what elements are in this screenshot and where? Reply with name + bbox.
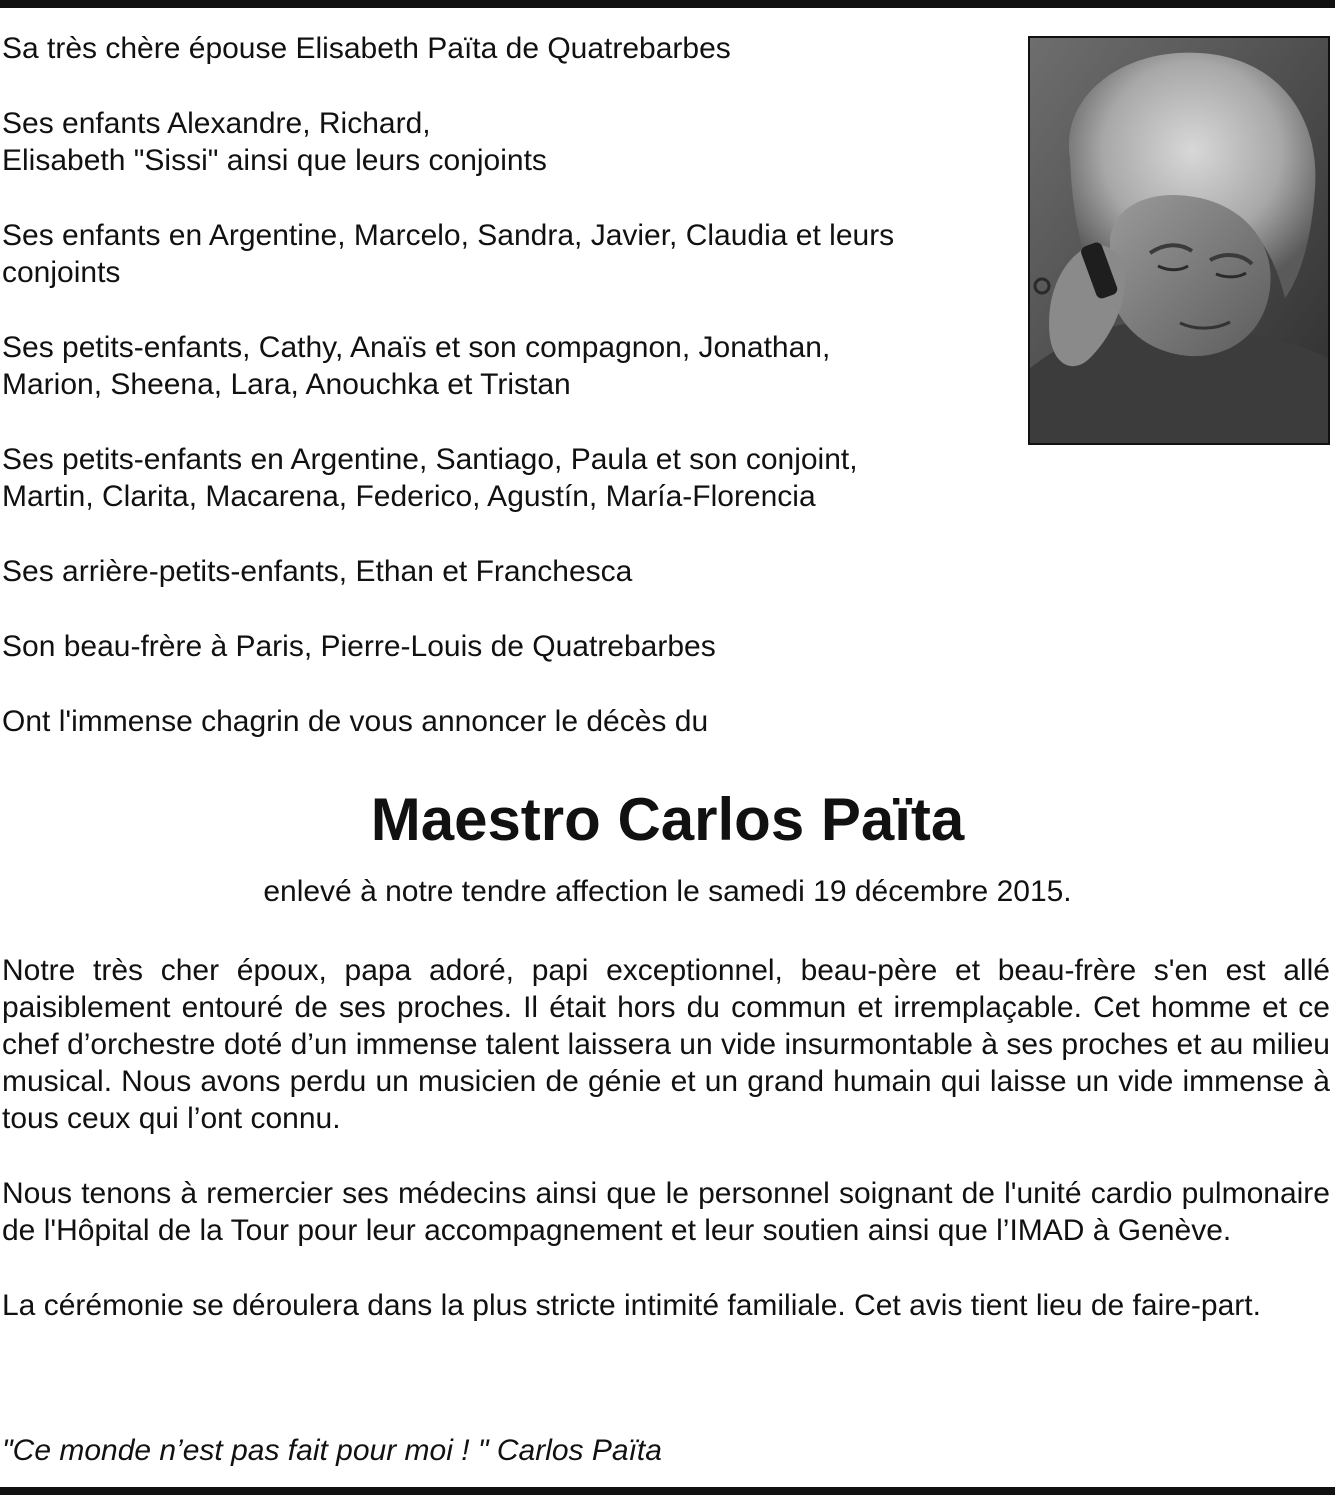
spouse-line: Sa très chère épouse Elisabeth Païta de Quatrebarbes — [2, 32, 731, 65]
children-line: Ses enfants Alexandre, Richard, Elisabeth "Sissi" ainsi que leurs conjoints — [2, 107, 547, 177]
announcement-line: Ont l'immense chagrin de vous annoncer le décès du — [2, 705, 709, 738]
children-argentina-line: Ses enfants en Argentine, Marcelo, Sandra, Javier, Claudia et leurs conjoints — [2, 219, 895, 289]
family-list — [2, 30, 992, 778]
bottom-rule — [0, 1487, 1335, 1495]
thanks-paragraph: Nous tenons à remercier ses médecins ainsi que le personnel soignant de l'unité cardio pulmonaire de l'Hôpital de la Tour pour leur accompagnement et leur soutien ainsi que l’IMAD à Genève. — [2, 1177, 1330, 1247]
ceremony-paragraph: La cérémonie se déroulera dans la plus stricte intimité familiale. Cet avis tient lieu de faire-part. — [2, 1289, 1261, 1322]
obituary-body — [2, 952, 1330, 1362]
closing-quote: "Ce monde n’est pas fait pour moi ! " Carlos Païta — [2, 1434, 662, 1467]
grandchildren-argentina-line: Ses petits-enfants en Argentine, Santiago, Paula et son conjoint, Martin, Clarita, Macarena, Federico, Agustín, María-Florencia — [2, 443, 858, 513]
tribute-paragraph: Notre très cher époux, papa adoré, papi exceptionnel, beau-père et beau-frère s'en est allé paisiblement entouré de ses proches. Il était hors du commun et irremplaçable. Cet homme et ce chef d’orchestre doté d’un immense talent laissera un vide insurmontable à ses proches et au milieu musical. Nous avons perdu un musicien de génie et un grand humain qui laisse un vide immense à tous ceux qui l’ont connu. — [2, 954, 1330, 1135]
great-grandchildren-line: Ses arrière-petits-enfants, Ethan et Franchesca — [2, 555, 633, 588]
grandchildren-line: Ses petits-enfants, Cathy, Anaïs et son compagnon, Jonathan, Marion, Sheena, Lara, Anouchka et Tristan — [2, 331, 831, 401]
death-date-line: enlevé à notre tendre affection le samedi 19 décembre 2015. — [263, 875, 1072, 908]
top-rule — [0, 0, 1335, 8]
portrait-photo — [1028, 36, 1330, 445]
deceased-name: Maestro Carlos Païta — [370, 786, 965, 853]
brother-in-law-line: Son beau-frère à Paris, Pierre-Louis de Quatrebarbes — [2, 630, 716, 663]
